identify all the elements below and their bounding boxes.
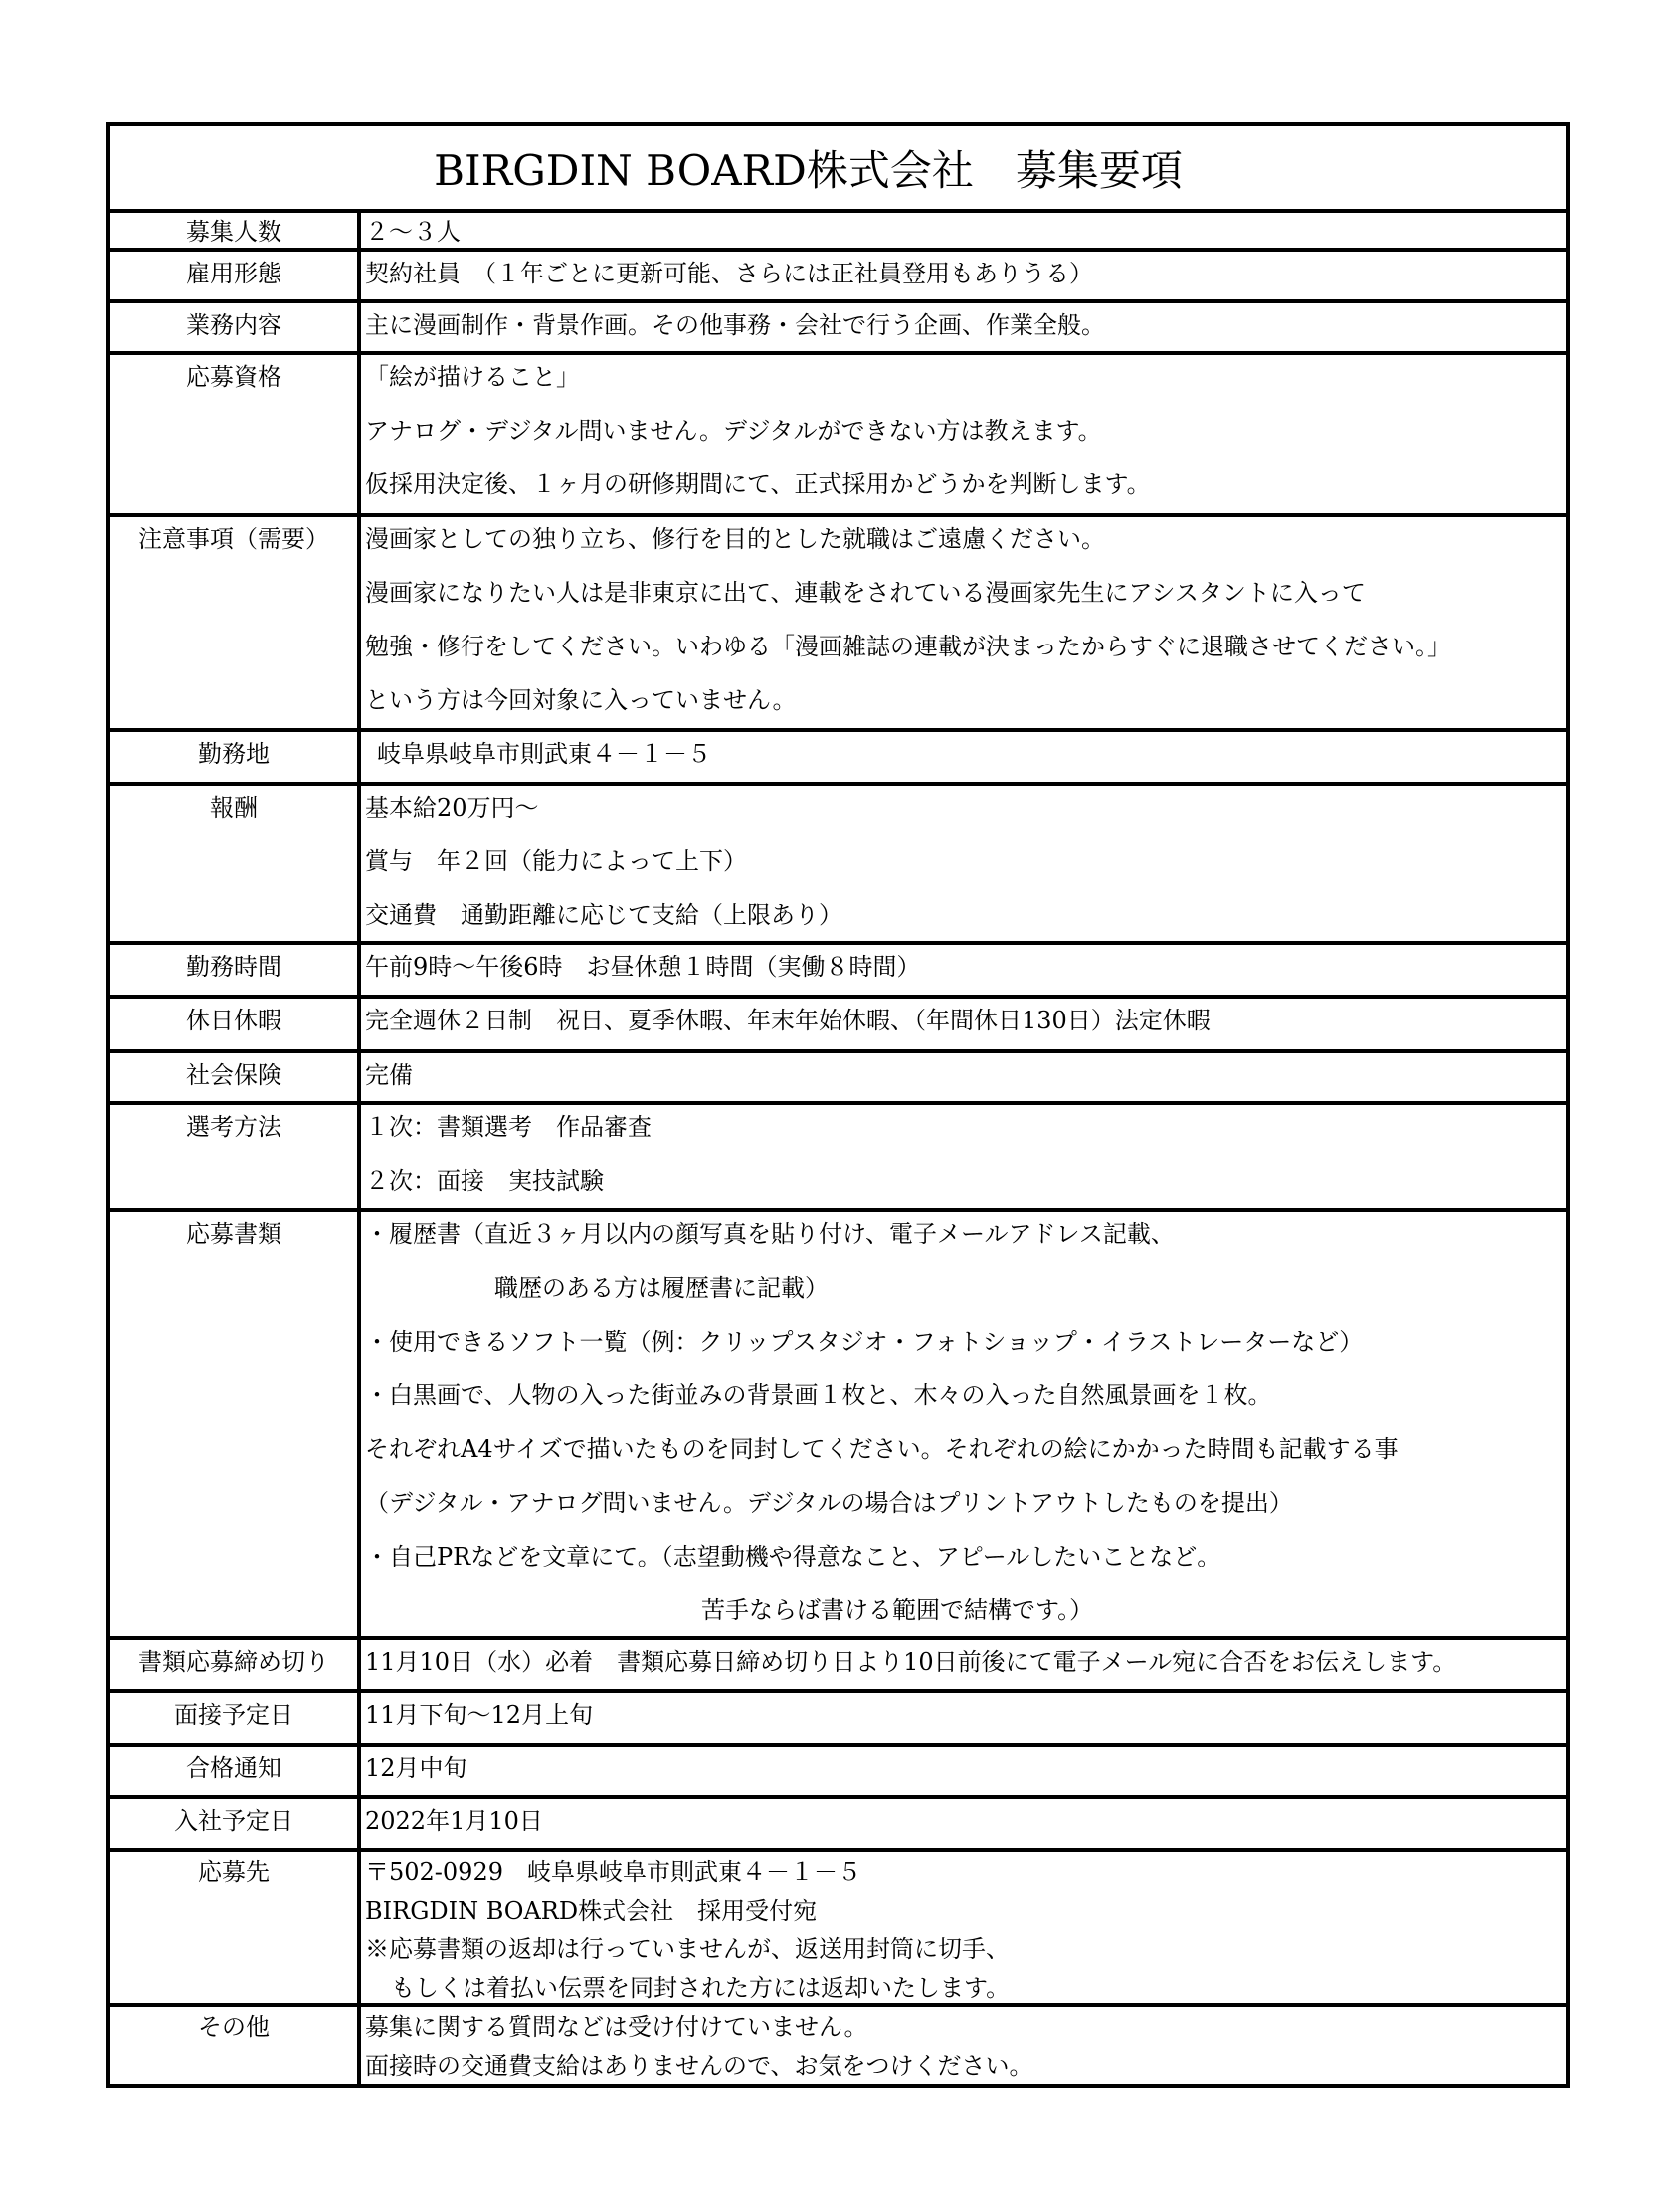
row-content xyxy=(361,999,1566,1049)
row-work-location xyxy=(110,732,1566,786)
content-line: 漫画家としての独り立ち、修行を目的とした就職はご遠慮ください。 xyxy=(365,525,1105,553)
row-content xyxy=(361,1212,1566,1636)
content-line: ・自己PRなどを文章にて。（志望動機や得意なこと、アピールしたいことなど。 xyxy=(365,1543,1221,1570)
row-compensation xyxy=(110,786,1566,945)
row-label: 募集人数 xyxy=(110,213,361,248)
row-content xyxy=(361,2007,1566,2084)
row-label: 応募資格 xyxy=(110,355,361,513)
row-content xyxy=(361,1852,1566,2003)
content-line: ２次：面接 実技試験 xyxy=(365,1167,604,1195)
row-content xyxy=(361,786,1566,941)
content-line: １次：書類選考 作品審査 xyxy=(365,1113,652,1141)
row-label: 勤務地 xyxy=(110,732,361,782)
row-content xyxy=(361,303,1566,351)
row-content xyxy=(361,517,1566,728)
row-application-address xyxy=(110,1852,1566,2007)
content-line: 基本給20万円～ xyxy=(365,794,539,822)
content-line: ２～３人 xyxy=(365,218,461,246)
content-line: ・白黒画で、人物の入った街並みの背景画１枚と、木々の入った自然風景画を１枚。 xyxy=(365,1382,1272,1409)
content-line: 漫画家になりたい人は是非東京に出て、連載をされている漫画家先生にアシスタントに入って xyxy=(365,579,1366,607)
content-line: 交通費 通勤距離に応じて支給（上限あり） xyxy=(365,901,842,929)
content-line: 契約社員 （１年ごとに更新可能、さらには正社員登用もありうる） xyxy=(365,260,1093,287)
content-line: ・履歴書（直近３ヶ月以内の顔写真を貼り付け、電子メールアドレス記載、 xyxy=(365,1220,1175,1248)
content-line: BIRGDIN BOARD株式会社 採用受付宛 xyxy=(365,1897,818,1925)
row-qualifications xyxy=(110,355,1566,517)
row-content xyxy=(361,355,1566,513)
content-line: 11月10日（水）必着 書類応募日締め切り日より10日前後にて電子メール宛に合否をお伝えします。 xyxy=(365,1648,1457,1676)
row-content xyxy=(361,252,1566,299)
row-content xyxy=(361,1799,1566,1848)
row-label: 注意事項（需要） xyxy=(110,517,361,728)
row-label: その他 xyxy=(110,2007,361,2084)
row-label: 雇用形態 xyxy=(110,252,361,299)
row-label: 入社予定日 xyxy=(110,1799,361,1848)
row-content xyxy=(361,1053,1566,1101)
content-line: もしくは着払い伝票を同封された方には返却いたします。 xyxy=(391,1974,1011,2002)
content-line: 完全週休２日制 祝日、夏季休暇、年末年始休暇、（年間休日130日）法定休暇 xyxy=(365,1007,1211,1034)
content-line: 苦手ならば書ける範囲で結構です。） xyxy=(701,1596,1094,1624)
content-line: 主に漫画制作・背景作画。その他事務・会社で行う企画、作業全般。 xyxy=(365,311,1105,339)
content-line: 完備 xyxy=(365,1061,413,1089)
row-label: 応募書類 xyxy=(110,1212,361,1636)
document-title: BIRGDIN BOARD株式会社 募集要項 xyxy=(434,145,1183,195)
content-line: 2022年1月10日 xyxy=(365,1807,543,1835)
row-label: 合格通知 xyxy=(110,1747,361,1795)
row-recruit-count xyxy=(110,213,1566,252)
row-deadline xyxy=(110,1640,1566,1693)
content-line: ・使用できるソフト一覧（例：クリップスタジオ・フォトショップ・イラストレーターなど） xyxy=(365,1328,1364,1356)
content-line: 面接時の交通費支給はありませんので、お気をつけください。 xyxy=(365,2052,1033,2080)
row-content xyxy=(361,1693,1566,1743)
row-label: 書類応募締め切り xyxy=(110,1640,361,1689)
content-line: 仮採用決定後、１ヶ月の研修期間にて、正式採用かどうかを判断します。 xyxy=(365,470,1151,498)
row-label: 選考方法 xyxy=(110,1105,361,1208)
row-content xyxy=(361,213,1566,248)
row-label: 応募先 xyxy=(110,1852,361,2003)
row-content xyxy=(361,1105,1566,1208)
content-line: アナログ・デジタル問いません。デジタルができない方は教えます。 xyxy=(365,417,1102,445)
content-line: 12月中旬 xyxy=(365,1754,467,1782)
row-holidays xyxy=(110,999,1566,1053)
row-employment-type xyxy=(110,252,1566,303)
row-application-documents xyxy=(110,1212,1566,1640)
row-interview-date xyxy=(110,1693,1566,1747)
content-line: 11月下旬～12月上旬 xyxy=(365,1701,594,1729)
row-label: 報酬 xyxy=(110,786,361,941)
content-line: 賞与 年２回（能力によって上下） xyxy=(365,847,747,875)
content-line: （デジタル・アナログ問いません。デジタルの場合はプリントアウトしたものを提出） xyxy=(365,1489,1293,1517)
content-line: 募集に関する質問などは受け付けていません。 xyxy=(365,2013,868,2041)
row-acceptance-notice xyxy=(110,1747,1566,1799)
row-label: 面接予定日 xyxy=(110,1693,361,1743)
row-label: 勤務時間 xyxy=(110,945,361,995)
row-job-description xyxy=(110,303,1566,355)
row-content xyxy=(361,1640,1566,1689)
title-row xyxy=(110,126,1566,213)
row-working-hours xyxy=(110,945,1566,999)
row-social-insurance xyxy=(110,1053,1566,1105)
content-line: 午前9時～午後6時 お昼休憩１時間（実働８時間） xyxy=(365,953,921,981)
content-line: 勉強・修行をしてください。いわゆる「漫画雑誌の連載が決まったからすぐに退職させてください。」 xyxy=(365,633,1451,660)
row-label: 社会保険 xyxy=(110,1053,361,1101)
row-content xyxy=(361,945,1566,995)
row-label: 業務内容 xyxy=(110,303,361,351)
content-line: 岐阜県岐阜市則武東４－１－５ xyxy=(377,740,711,768)
row-notes xyxy=(110,517,1566,732)
content-line: それぞれA4サイズで描いたものを同封してください。それぞれの絵にかかった時間も記載する事 xyxy=(365,1435,1399,1463)
content-line: ※応募書類の返却は行っていませんが、返送用封筒に切手、 xyxy=(365,1936,1010,1963)
row-selection-method xyxy=(110,1105,1566,1212)
row-content xyxy=(361,1747,1566,1795)
row-content xyxy=(361,732,1566,782)
row-label: 休日休暇 xyxy=(110,999,361,1049)
content-line: 「絵が描けること」 xyxy=(365,363,580,391)
content-line: という方は今回対象に入っていません。 xyxy=(365,686,797,714)
recruitment-table xyxy=(106,122,1570,2088)
content-line: 〒502-0929 岐阜県岐阜市則武東４－１－５ xyxy=(365,1858,861,1886)
content-line: 職歴のある方は履歴書に記載） xyxy=(494,1274,829,1302)
row-start-date xyxy=(110,1799,1566,1852)
row-other xyxy=(110,2007,1566,2084)
